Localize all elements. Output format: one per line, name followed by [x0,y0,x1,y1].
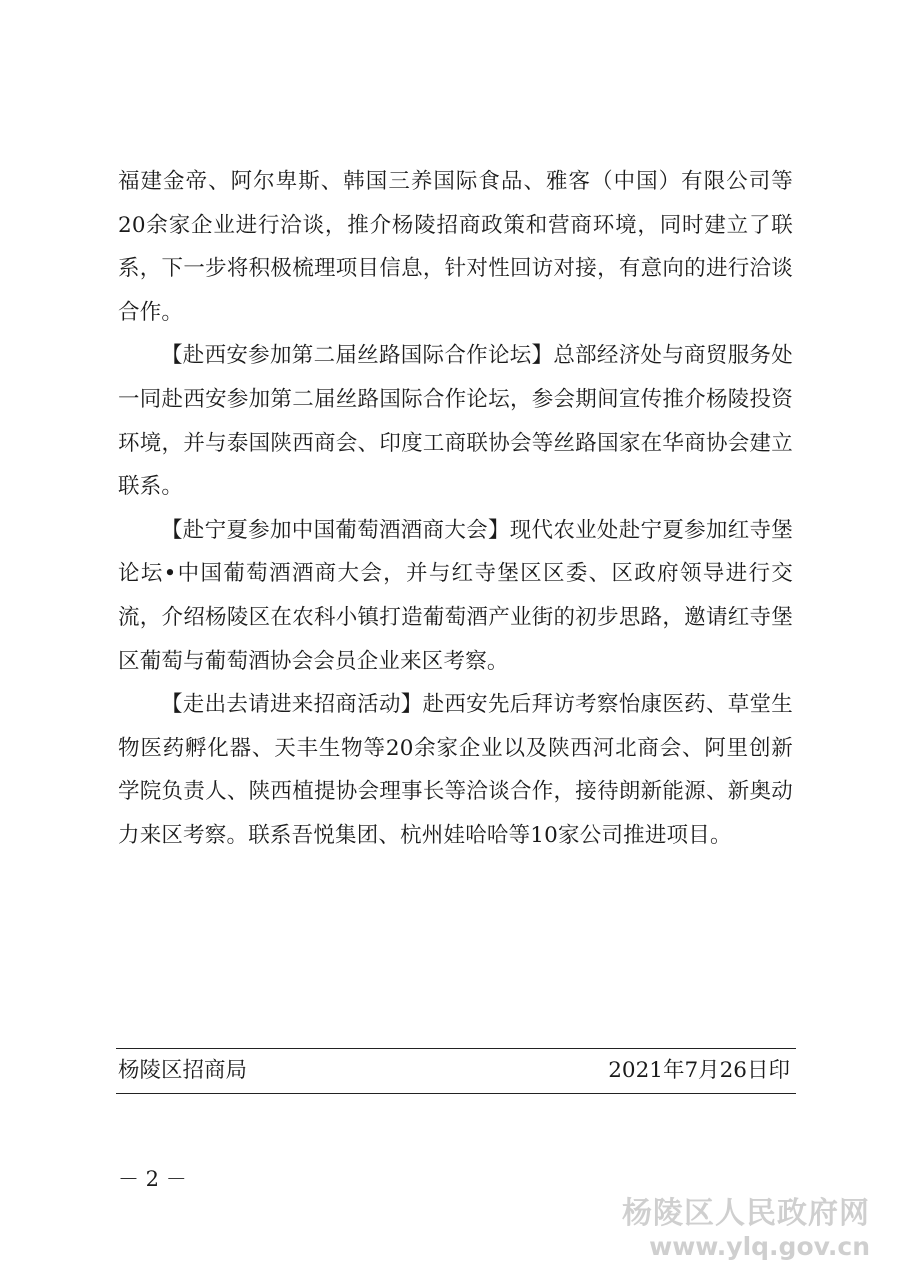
paragraph-investment-activity [118,683,793,857]
watermark-url: www.ylq.gov.cn [649,1232,870,1261]
document-body [118,160,793,858]
page-number: － 2 － [118,1167,187,1191]
site-watermark [622,1196,870,1262]
paragraph-heading: 【走出去请进来招商活动】 [161,692,423,718]
watermark-name: 杨陵区人民政府网 [622,1196,870,1231]
paragraph-wine-conference [118,509,793,683]
issuer-name: 杨陵区招商局 [118,1058,248,1083]
paragraph-text: 总部经济处与商贸服务处一同赴西安参加第二届丝路国际合作论坛，参会期间宣传推介杨陵投资环境，并与泰国陕西商会、印度工商联协会等丝路国家在华商协会建立联系。 [118,343,794,500]
print-footer [116,1048,796,1094]
paragraph-continued [118,160,793,334]
paragraph-heading: 【赴西安参加第二届丝路国际合作论坛】 [161,343,554,369]
paragraph-text: 赴西安先后拜访考察怡康医药、草堂生物医药孵化器、天丰生物等20余家企业以及陕西河北商会、阿里创新学院负责人、陕西植提协会理事长等洽谈合作，接待朗新能源、新奥动力来区考察。联系吾悦集团、杭州娃哈哈等10家公司推进项目。 [118,692,794,848]
paragraph-text: 福建金帝、阿尔卑斯、韩国三养国际食品、雅客（中国）有限公司等20余家企业进行洽谈，推介杨陵招商政策和营商环境，同时建立了联系，下一步将积极梳理项目信息，针对性回访对接，有意向的进行洽谈合作。 [118,169,793,325]
paragraph-text: 现代农业处赴宁夏参加红寺堡论坛•中国葡萄酒酒商大会，并与红寺堡区区委、区政府领导进行交流，介绍杨陵区在农科小镇打造葡萄酒产业街的初步思路，邀请红寺堡区葡萄与葡萄酒协会会员企业来区考察。 [118,517,794,674]
print-date: 2021年7月26日印 [608,1058,790,1083]
paragraph-silk-road-forum [118,334,793,508]
paragraph-heading: 【赴宁夏参加中国葡萄酒酒商大会】 [161,517,510,543]
